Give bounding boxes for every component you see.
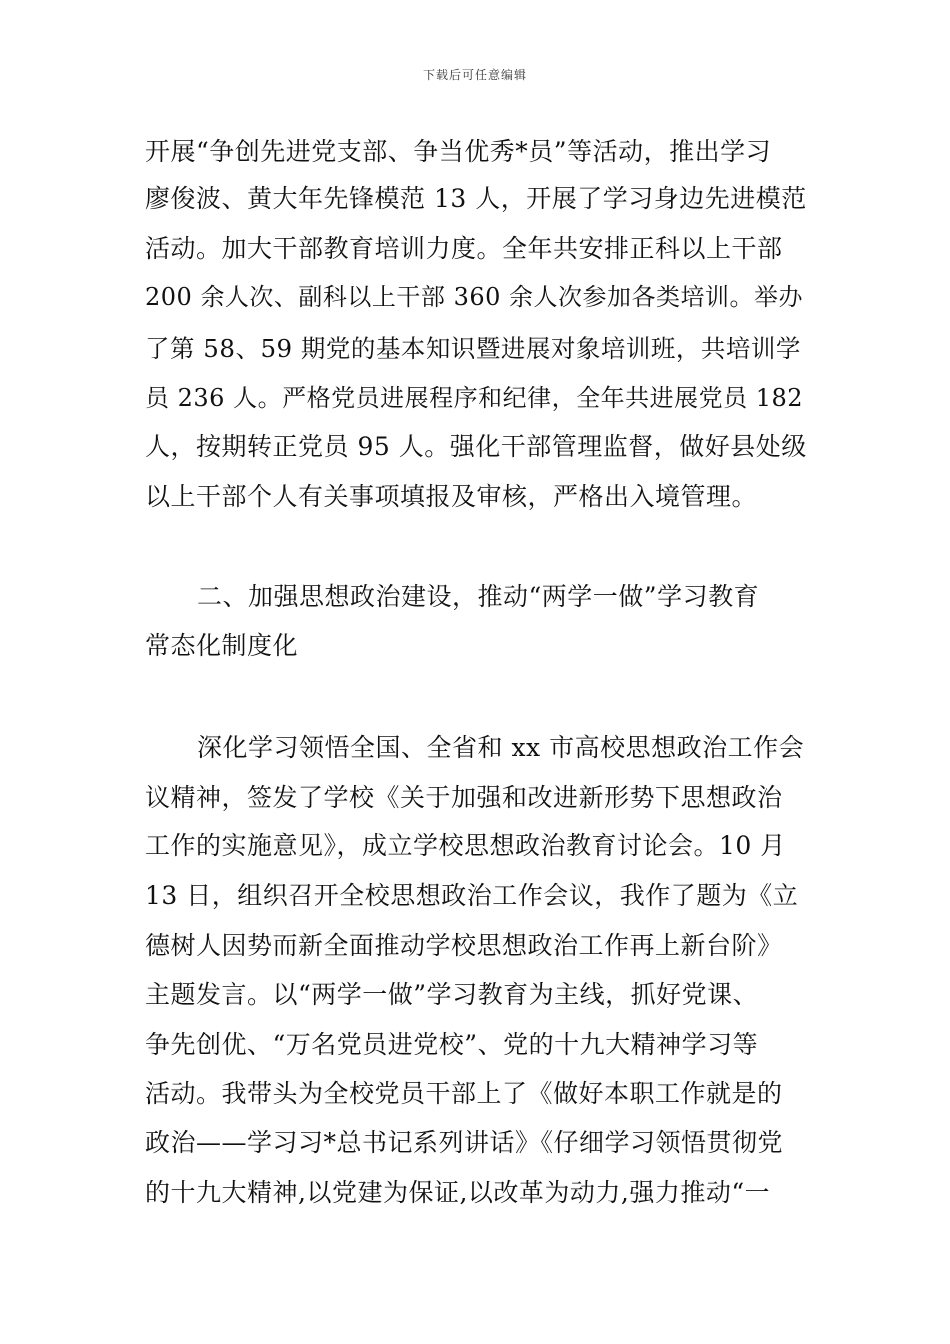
text-line: 开展“争创先进党支部、争当优秀*员”等活动，推出学习: [145, 137, 772, 166]
heading-line: 常态化制度化: [145, 631, 299, 660]
text-line: 主题发言。以“两学一做”学习教育为主线，抓好党课、: [145, 980, 759, 1009]
text-line: 政治——学习习*总书记系列讲话》《仔细学习领悟贯彻党: [145, 1128, 784, 1157]
text-line: 议精神，签发了学校《关于加强和改进新形势下思想政治: [145, 783, 783, 812]
text-line: 深化学习领悟全国、全省和 xx 市高校思想政治工作会: [197, 733, 805, 762]
text-line: 人，按期转正党员 95 人。强化干部管理监督，做好县处级: [145, 432, 807, 461]
heading-line: 二、加强思想政治建设，推动“两学一做”学习教育: [197, 582, 760, 611]
text-line: 了第 58、59 期党的基本知识暨进展对象培训班，共培训学: [145, 334, 801, 363]
text-line: 员 236 人。严格党员进展程序和纪律，全年共进展党员 182: [145, 384, 804, 412]
text-line: 活动。我带头为全校党员干部上了《做好本职工作就是的: [145, 1079, 783, 1108]
text-line: 的十九大精神,以党建为保证,以改革为动力,强力推动“一: [145, 1178, 771, 1207]
text-line: 13 日，组织召开全校思想政治工作会议，我作了题为《立: [145, 881, 799, 910]
text-line: 德树人因势而新全面推动学校思想政治工作再上新台阶》: [145, 931, 783, 960]
text-line: 200 余人次、副科以上干部 360 余人次参加各类培训。举办: [145, 283, 804, 311]
text-line: 以上干部个人有关事项填报及审核，严格出入境管理。: [145, 482, 758, 511]
text-line: 廖俊波、黄大年先锋模范 13 人，开展了学习身边先进模范: [145, 184, 807, 213]
text-line: 工作的实施意见》，成立学校思想政治教育讨论会。10 月: [145, 831, 786, 860]
text-line: 争先创优、“万名党员进党校”、党的十九大精神学习等: [145, 1030, 759, 1059]
page-header: 下载后可任意编辑: [422, 68, 527, 82]
text-line: 活动。加大干部教育培训力度。全年共安排正科以上干部: [145, 234, 783, 263]
